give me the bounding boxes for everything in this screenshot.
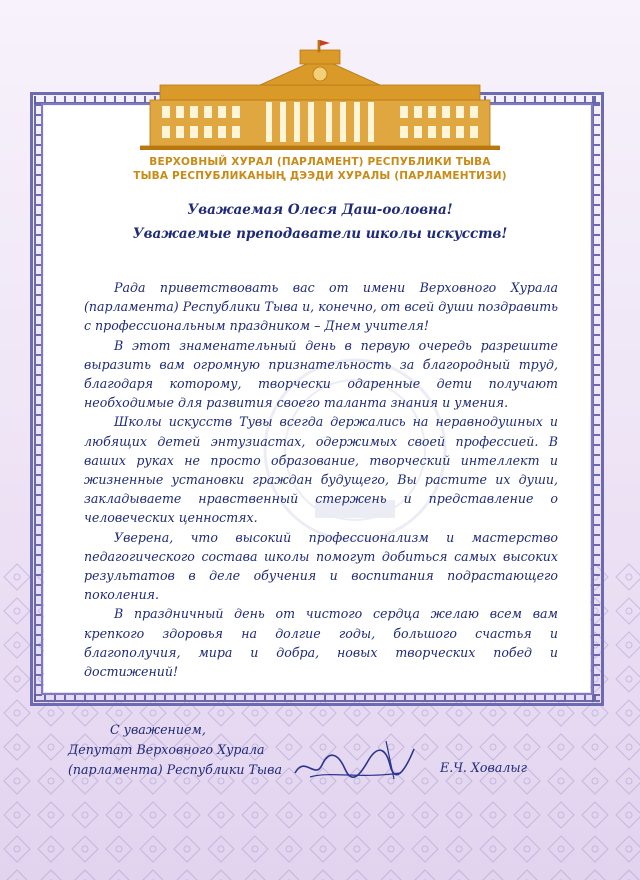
paragraph-4: Уверена, что высокий профессионализм и мастерство педагогического состава школы помогут добиться самых высоких результатов в деле обучения и воспитания подрастающего поколения.: [84, 529, 558, 603]
fret-border-right: [592, 96, 600, 702]
paragraph-1: Рада приветствовать вас от имени Верховного Хурала (парламента) Республики Тыва и, конечно, от всей души поздравить с профессиональным праздником – Днем учителя!: [84, 280, 558, 334]
parliament-building-icon: [140, 40, 500, 150]
signer-title-line-1: Депутат Верховного Хурала: [68, 742, 265, 757]
handwritten-signature-icon: [290, 735, 420, 785]
letter-body: [84, 278, 558, 681]
signer-title-line-2: (парламента) Республики Тыва: [68, 762, 283, 777]
paragraph-2: В этот знаменательный день в первую очередь разрешите выразить вам огромную признательность за благородный труд, благодаря которому, творчески одаренные дети получают необходимые для развития своего таланта знания и умения.: [84, 337, 558, 411]
paragraph-3: Школы искусств Тувы всегда держались на неравнодушных и любящих детей энтузиастах, одержимых своей профессией. В ваших руках не просто образование, творческий интеллект и жизненные установки граждан будущего, Вы растите их души, закладываете нравственный стержень и представление о человеческих ценностях.: [84, 414, 558, 526]
paragraph-5: В праздничный день от чистого сердца желаю всем вам крепкого здоровья на долгие годы, большого счастья и благополучия, мира и добра, новых творческих побед и достижений!: [84, 606, 558, 680]
fret-border-bottom: [34, 694, 600, 702]
org-name-tuvan: ТЫВА РЕСПУБЛИКАНЫҢ ДЭЭДИ ХУРАЛЫ (ПАРЛАМЕНТИЗИ): [133, 170, 507, 182]
greeting-line-2: Уважаемые преподаватели школы искусств!: [132, 226, 508, 242]
greeting-line-1: Уважаемая Олеся Даш-ооловна!: [187, 202, 453, 218]
signer-name: Е.Ч. Ховалыг: [440, 760, 527, 775]
closing-line: С уважением,: [110, 722, 206, 737]
org-name-russian: ВЕРХОВНЫЙ ХУРАЛ (ПАРЛАМЕНТ) РЕСПУБЛИКИ ТЫВА: [149, 156, 491, 168]
